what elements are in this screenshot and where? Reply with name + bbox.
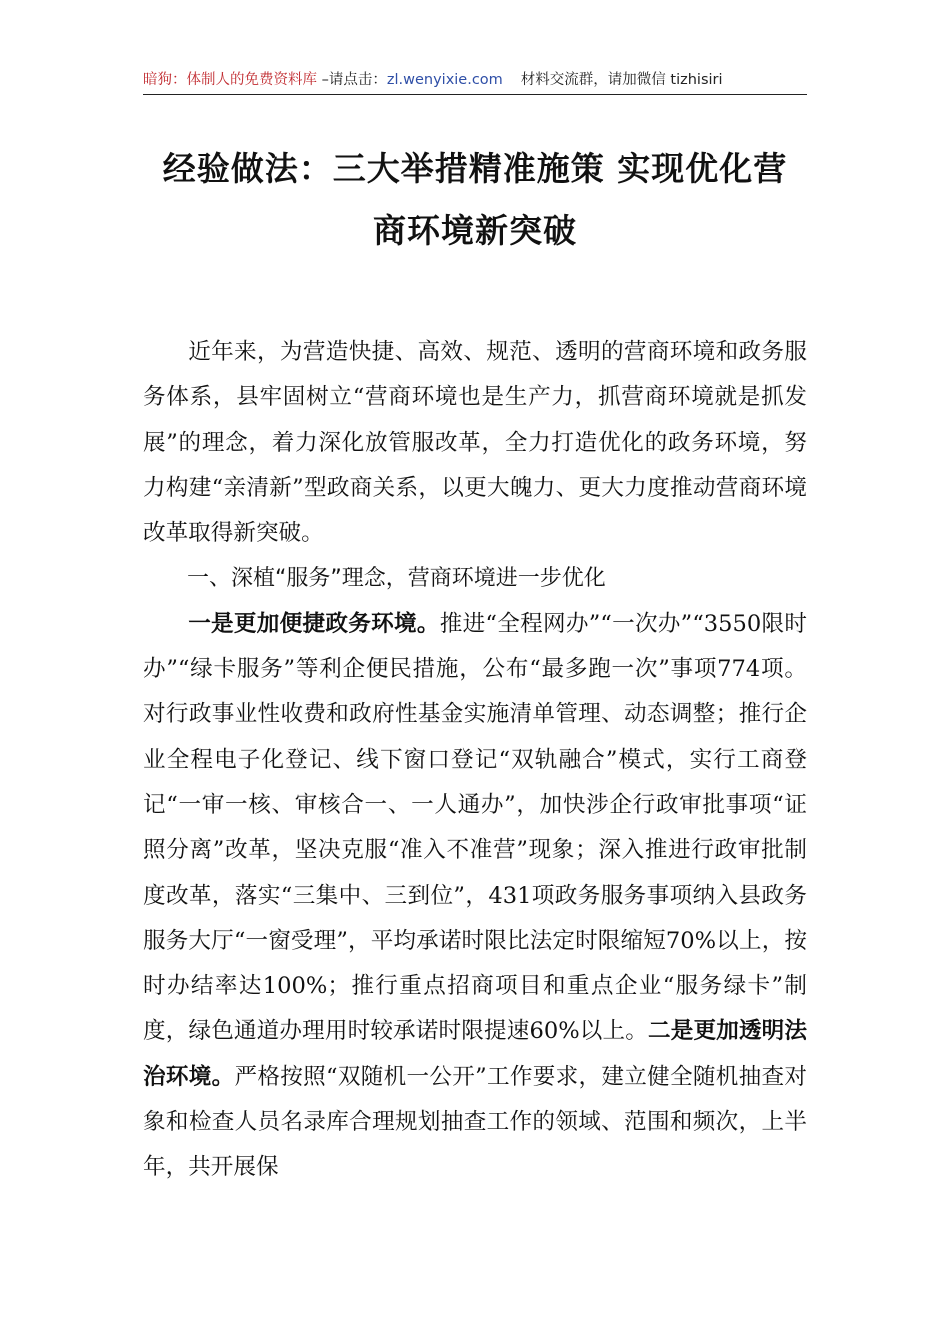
header-contact: 材料交流群，请加微信 tizhisiri bbox=[520, 72, 723, 88]
title-line-2: 商环境新突破 bbox=[373, 211, 577, 250]
point-1-text: 推进“全程网办”“一次办”“3550限时办”“绿卡服务”等利企便民措施，公布“最多跑一次”事项774项。对行政事业性收费和政府性基金实施清单管理、动态调整；推行企业全程电子化登记、线下窗口登记“双轨融合”模式，实行工商登记“一审一核、审核合一、一人通办”，加快涉企行政审批事项“证照分离”改革，坚决克服“准入不准营”现象；深入推进行政审批制度改革，落实“三集中、三到位”，431项政务服务事项纳入县政务服务大厅“一窗受理”，平均承诺时限比法定时限缩短70%以上，按时办结率达100%；推行重点招商项目和重点企业“服务绿卡”制度，绿色通道办理用时较承诺时限提速60%以上。 bbox=[143, 610, 807, 1045]
document-title bbox=[143, 138, 807, 262]
point-1-lead: 一是更加便捷政务环境。 bbox=[188, 610, 440, 637]
section-heading-1: 一、深植“服务”理念，营商环境进一步优化 bbox=[187, 566, 606, 592]
header-url-link[interactable]: zl.wenyixie.com bbox=[386, 72, 503, 88]
header-brand: 暗狗：体制人的免费资料库 bbox=[143, 72, 317, 88]
header-prompt: –请点击： bbox=[317, 72, 387, 88]
page-header bbox=[143, 68, 807, 95]
intro-paragraph: 近年来，为营造快捷、高效、规范、透明的营商环境和政务服务体系，县牢固树立“营商环境也是生产力，抓营商环境就是抓发展”的理念，着力深化放管服改革，全力打造优化的政务环境，努力构建“亲清新”型政商关系，以更大魄力、更大力度推动营商环境改革取得新突破。 bbox=[143, 339, 807, 547]
title-line-1: 经验做法：三大举措精准施策 实现优化营 bbox=[162, 149, 788, 188]
document-body bbox=[143, 330, 807, 1191]
body-paragraph bbox=[143, 602, 807, 1191]
point-2-text: 严格按照“双随机一公开”工作要求，建立健全随机抽查对象和检查人员名录库合理规划抽查工作的领域、范围和频次，上半年，共开展保 bbox=[143, 1063, 807, 1181]
point-2-lead: 二是更加透明法治环境。 bbox=[143, 1018, 808, 1090]
